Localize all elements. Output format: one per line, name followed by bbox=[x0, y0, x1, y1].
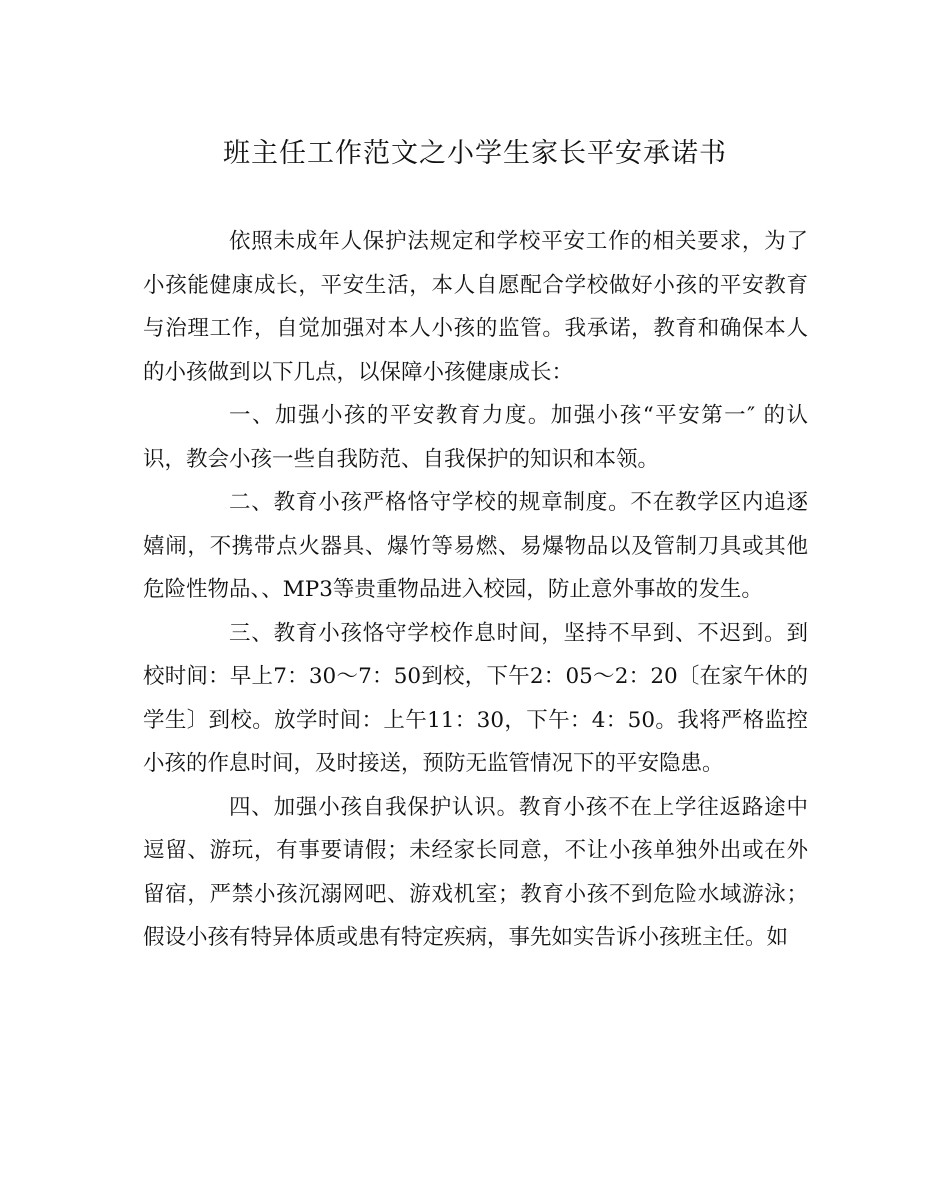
paragraph-intro: 依照未成年人保护法规定和学校平安工作的相关要求，为了小孩能健康成长，平安生活，本人自愿配合学校做好小孩的平安教育与治理工作，自觉加强对本人小孩的监管。我承诺，教育和确保本人的小孩做到以下几点，以保障小孩健康成长： bbox=[143, 229, 808, 385]
document-title: 班主任工作范文之小学生家长平安承诺书 bbox=[223, 138, 727, 169]
paragraph-item-1: 一、加强小孩的平安教育力度。加强小孩“平安第一″ 的认识，教会小孩一些自我防范、自我保护的知识和本领。 bbox=[143, 403, 808, 472]
paragraph-item-2: 二、教育小孩严格恪守学校的规章制度。不在教学区内追逐嬉闹，不携带点火器具、爆竹等易燃、易爆物品以及管制刀具或其他危险性物品、、MP3等贵重物品进入校园，防止意外事故的发生。 bbox=[143, 490, 808, 602]
document-body bbox=[143, 220, 808, 960]
paragraph-item-3: 三、教育小孩恪守学校作息时间，坚持不早到、不迟到。到校时间：早上7：30～7：50到校，下午2：05～2：20〔在家午休的学生〕到校。放学时间：上午11：30，下午：4：50。我将严格监控小孩的作息时间，及时接送，预防无监管情况下的平安隐患。 bbox=[143, 620, 808, 776]
paragraph-item-4: 四、加强小孩自我保护认识。教育小孩不在上学往返路途中逗留、游玩，有事要请假；未经家长同意，不让小孩单独外出或在外留宿，严禁小孩沉溺网吧、游戏机室；教育小孩不到危险水域游泳；假设小孩有特异体质或患有特定疾病，事先如实告诉小孩班主任。如 bbox=[143, 794, 808, 950]
